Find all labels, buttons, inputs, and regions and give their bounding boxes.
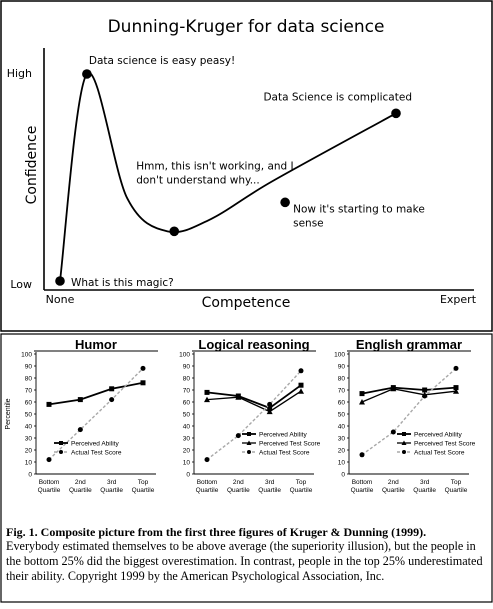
- kd-y-tick-label: 40: [182, 423, 190, 431]
- kd-legend-marker: [247, 450, 251, 454]
- sketch-point-label: Hmm, this isn't working, and I don't understand why...: [136, 160, 294, 187]
- kd-marker-square: [47, 402, 52, 407]
- kd-marker-circle: [391, 430, 396, 435]
- kd-y-tick-label: 70: [337, 387, 345, 395]
- kd-marker-circle: [236, 433, 241, 438]
- kd-x-tick-label: Bottom Quartile: [37, 479, 61, 494]
- kd-marker-square: [78, 397, 83, 402]
- kd-x-tick-label: Top Quartile: [444, 479, 468, 494]
- kd-marker-square: [109, 386, 114, 391]
- kd-legend-marker: [402, 432, 406, 436]
- kd-y-tick-label: 90: [337, 363, 345, 371]
- sketch-ylabel: Confidence: [24, 125, 40, 205]
- kd-y-tick-label: 50: [182, 411, 190, 419]
- kd-legend-label: Perceived Ability: [71, 440, 119, 448]
- kd-y-tick-label: 90: [182, 363, 190, 371]
- kd-marker-circle: [205, 457, 210, 462]
- kd-y-tick-label: 60: [337, 399, 345, 407]
- kd-y-tick-label: 80: [182, 375, 190, 383]
- sketch-point: [169, 227, 179, 237]
- kd-marker-square: [422, 388, 427, 393]
- sketch-point: [280, 198, 290, 208]
- kd-marker-circle: [454, 366, 459, 371]
- kd-y-tick-label: 60: [24, 399, 32, 407]
- kd-x-tick-label: Top Quartile: [289, 479, 313, 494]
- kd-y-tick-label: 70: [24, 387, 32, 395]
- kd-y-tick-label: 0: [186, 471, 190, 479]
- kd-y-tick-label: 100: [179, 351, 190, 359]
- kd-marker-circle: [78, 427, 83, 432]
- kd-y-tick-label: 10: [337, 459, 345, 467]
- kd-y-tick-label: 20: [24, 447, 32, 455]
- kd-y-label: Percentile: [5, 398, 12, 430]
- kd-x-tick-label: 3rd Quartile: [100, 479, 124, 494]
- sketch-ytick-high: High: [6, 67, 32, 80]
- kd-marker-square: [141, 380, 146, 385]
- kd-y-tick-label: 50: [24, 411, 32, 419]
- kd-y-tick-label: 40: [24, 423, 32, 431]
- kd-marker-square: [205, 390, 210, 395]
- kd-chart-title: Humor: [75, 337, 117, 352]
- kd-y-tick-label: 30: [337, 435, 345, 443]
- sketch-title: Dunning-Kruger for data science: [107, 17, 385, 37]
- kd-marker-circle: [109, 397, 114, 402]
- kd-y-tick-label: 20: [182, 447, 190, 455]
- kd-y-tick-label: 60: [182, 399, 190, 407]
- sketch-xlabel: Competence: [201, 295, 291, 311]
- kd-x-tick-label: 3rd Quartile: [258, 479, 282, 494]
- kd-chart-title: Logical reasoning: [198, 337, 310, 352]
- kd-legend-marker: [59, 450, 63, 454]
- kruger-dunning-figure: [0, 333, 493, 604]
- sketch-point-label: Now it's starting to make sense: [293, 203, 425, 230]
- kd-y-tick-label: 70: [182, 387, 190, 395]
- kd-legend-label: Actual Test Score: [414, 449, 465, 457]
- kd-legend-label: Perceived Test Score: [414, 440, 476, 448]
- kd-x-tick-label: Bottom Quartile: [195, 479, 219, 494]
- kd-y-tick-label: 40: [337, 423, 345, 431]
- sketch-point-label: Data science is easy peasy!: [88, 55, 236, 67]
- kd-y-tick-label: 80: [24, 375, 32, 383]
- kd-y-tick-label: 100: [334, 351, 345, 359]
- kd-marker-circle: [360, 452, 365, 457]
- kd-legend-marker: [402, 450, 406, 454]
- kd-legend-label: Actual Test Score: [71, 449, 122, 457]
- kd-y-tick-label: 10: [182, 459, 190, 467]
- kd-legend-label: Perceived Test Score: [259, 440, 321, 448]
- sketch-point-label: Data Science is complicated: [263, 91, 412, 104]
- kd-y-tick-label: 0: [28, 471, 32, 479]
- kd-y-tick-label: 20: [337, 447, 345, 455]
- caption-text: Everybody estimated themselves to be above average (the superiority illusion), but the people in the bottom 25% did the biggest overestimation. In contrast, people in the top 25% underestimated their ability. Copyright 1999 by the American Psychological Association, Inc.: [6, 539, 483, 583]
- kd-marker-circle: [267, 402, 272, 407]
- sketch-point: [391, 109, 401, 119]
- sketch-xtick-expert: Expert: [439, 293, 477, 306]
- kd-y-tick-label: 90: [24, 363, 32, 371]
- kd-legend-label: Perceived Ability: [259, 431, 307, 439]
- kd-legend-marker: [247, 432, 251, 436]
- kd-legend-label: Actual Test Score: [259, 449, 310, 457]
- kd-x-tick-label: 2nd Quartile: [381, 479, 405, 494]
- kd-marker-square: [360, 391, 365, 396]
- kd-y-tick-label: 100: [21, 351, 32, 359]
- kd-y-tick-label: 30: [182, 435, 190, 443]
- sketch-xtick-none: None: [45, 293, 75, 306]
- kd-y-tick-label: 30: [24, 435, 32, 443]
- kd-y-tick-label: 10: [24, 459, 32, 467]
- kd-x-tick-label: 2nd Quartile: [68, 479, 92, 494]
- kd-marker-circle: [47, 457, 52, 462]
- sketch-point: [55, 276, 65, 286]
- kd-marker-circle: [422, 394, 427, 399]
- kd-chart-title: English grammar: [355, 337, 463, 352]
- kd-x-tick-label: 2nd Quartile: [226, 479, 250, 494]
- kd-y-tick-label: 80: [337, 375, 345, 383]
- kd-marker-circle: [299, 368, 304, 373]
- sketch-point: [82, 69, 92, 79]
- kd-marker-circle: [141, 366, 146, 371]
- caption-bold: Fig. 1. Composite picture from the first three figures of Kruger & Dunning (1999).: [6, 525, 427, 539]
- sketch-ytick-low: Low: [10, 278, 32, 291]
- kd-x-tick-label: Top Quartile: [131, 479, 155, 494]
- kd-y-tick-label: 0: [341, 471, 345, 479]
- kd-legend-label: Perceived Ability: [414, 431, 462, 439]
- kd-y-tick-label: 50: [337, 411, 345, 419]
- kd-x-tick-label: 3rd Quartile: [413, 479, 437, 494]
- kd-marker-square: [299, 383, 304, 388]
- sketch-point-label: What is this magic?: [71, 277, 174, 289]
- kd-x-tick-label: Bottom Quartile: [350, 479, 374, 494]
- kd-legend-marker: [59, 441, 63, 445]
